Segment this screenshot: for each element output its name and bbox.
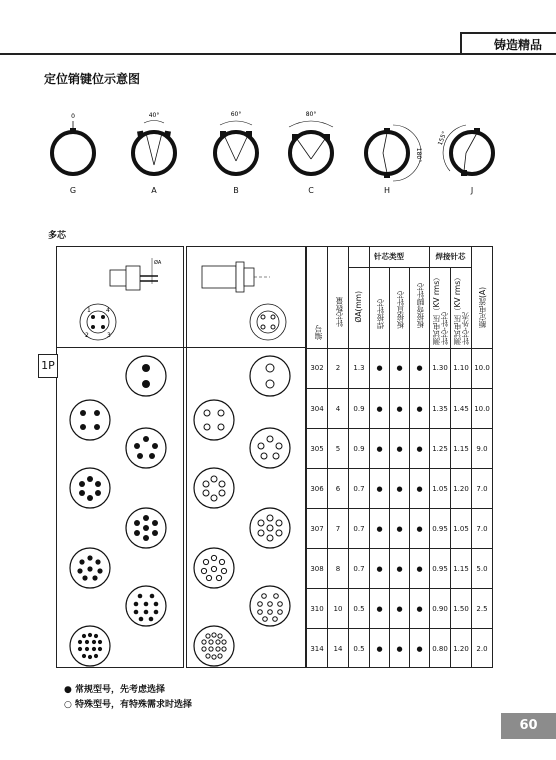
table-cell-count: 5 <box>335 445 341 453</box>
key-angle-c: 80° <box>305 111 317 118</box>
header-solder: 焊接针芯 <box>435 252 466 261</box>
table-cell-v1: 1.35 <box>432 405 448 413</box>
plug-face-304 <box>70 400 110 440</box>
plug-face-310 <box>126 586 166 626</box>
table-cell-current: 10.0 <box>474 405 490 413</box>
spec-table <box>306 246 493 668</box>
section-title: 定位销键位示意图 <box>44 72 141 86</box>
key-diagram-c <box>289 111 333 174</box>
series-tag: 1P <box>38 354 58 378</box>
connector-faces <box>56 348 306 668</box>
table-cell-dia: 1.3 <box>353 364 365 372</box>
header-code: 编号 <box>314 325 323 340</box>
table-cell-t1: ● <box>376 565 383 573</box>
pin-number-4: 4 <box>106 307 110 314</box>
table-cell-v2: 1.45 <box>453 405 469 413</box>
table-cell-code: 310 <box>310 605 324 613</box>
legend-filled-mark: ● <box>64 685 72 695</box>
table-cell-count: 6 <box>335 485 341 493</box>
table-cell-code: 302 <box>310 364 324 372</box>
table-cell-t2: ● <box>396 445 403 453</box>
table-cell-dia: 0.7 <box>353 485 365 493</box>
table-cell-t2: ● <box>396 485 403 493</box>
table-row <box>307 628 492 669</box>
table-cell-t2: ● <box>396 605 403 613</box>
table-cell-t1: ● <box>376 405 383 413</box>
key-angle-a: 40° <box>148 112 160 119</box>
header-type-bent: 板接弯脚针芯 <box>416 283 425 328</box>
pin-number-3: 3 <box>107 332 111 339</box>
table-cell-t1: ● <box>376 445 383 453</box>
table-cell-t3: ● <box>416 364 423 372</box>
table-cell-current: 7.0 <box>476 485 488 493</box>
table-cell-v2: 1.50 <box>453 605 469 613</box>
table-cell-t1: ● <box>376 525 383 533</box>
header-pin-type: 针芯类型 <box>374 252 404 261</box>
table-cell-code: 305 <box>310 445 324 453</box>
header-type-solder: 焊接针芯 <box>376 299 385 329</box>
table-cell-v1: 1.05 <box>432 485 448 493</box>
table-cell-count: 7 <box>335 525 341 533</box>
table-cell-dia: 0.9 <box>353 445 365 453</box>
table-cell-v2: 1.20 <box>453 485 469 493</box>
table-cell-code: 304 <box>310 405 324 413</box>
table-cell-v1: 0.90 <box>432 605 448 613</box>
table-row <box>307 348 492 388</box>
table-cell-v2: 1.05 <box>453 525 469 533</box>
table-cell-t2: ● <box>396 645 403 653</box>
table-cell-v1: 0.95 <box>432 525 448 533</box>
key-diagram-j <box>437 125 493 176</box>
page-number: 60 <box>501 713 556 739</box>
table-row <box>307 508 492 549</box>
legend-standard <box>64 682 165 695</box>
table-cell-t1: ● <box>376 364 383 372</box>
table-cell-current: 7.0 <box>476 525 488 533</box>
table-cell-t2: ● <box>396 565 403 573</box>
socket-face-310 <box>250 586 290 626</box>
table-cell-count: 4 <box>335 405 341 413</box>
header-current: 额定电流(A) <box>478 287 487 328</box>
key-diagram-h <box>366 125 422 181</box>
table-row <box>307 428 492 469</box>
plug-face-314 <box>70 626 110 666</box>
dim-label: ØA <box>154 260 162 266</box>
table-cell-v2: 1.10 <box>453 364 469 372</box>
key-label-j: J <box>470 186 474 195</box>
plug-face-302 <box>126 356 166 396</box>
key-label-c: C <box>308 186 314 195</box>
socket-drawing <box>190 252 304 342</box>
table-cell-code: 308 <box>310 565 324 573</box>
pin-number-1: 1 <box>87 307 91 314</box>
table-cell-v1: 1.25 <box>432 445 448 453</box>
key-diagrams <box>40 108 520 188</box>
header-voltage-shell: 测试电压（KV rms）针芯-外壳 <box>453 273 470 345</box>
header-type-straight: 板接直针芯 <box>396 291 405 329</box>
plug-face-305 <box>126 428 166 468</box>
table-cell-t1: ● <box>376 485 383 493</box>
table-cell-current: 2.0 <box>476 645 488 653</box>
table-cell-t3: ● <box>416 405 423 413</box>
socket-face-307 <box>250 508 290 548</box>
socket-face-305 <box>250 428 290 468</box>
table-cell-count: 14 <box>333 645 343 653</box>
table-cell-count: 2 <box>335 364 341 372</box>
table-cell-v1: 1.30 <box>432 364 448 372</box>
multi-core-label: 多芯 <box>48 231 67 241</box>
table-cell-current: 9.0 <box>476 445 488 453</box>
table-cell-current: 5.0 <box>476 565 488 573</box>
plug-drawing <box>64 252 180 342</box>
legend-special <box>64 697 192 710</box>
table-cell-current: 10.0 <box>474 364 490 372</box>
table-cell-t3: ● <box>416 485 423 493</box>
key-diagram-g <box>52 113 94 174</box>
table-cell-t2: ● <box>396 364 403 372</box>
table-cell-v2: 1.15 <box>453 565 469 573</box>
table-cell-count: 8 <box>335 565 341 573</box>
key-angle-g: 0 <box>71 113 75 120</box>
table-cell-code: 307 <box>310 525 324 533</box>
plug-face-307 <box>126 508 166 548</box>
socket-face-308 <box>194 548 234 588</box>
legend-open-text: 特殊型号，有特殊需求时选择 <box>75 700 193 710</box>
table-cell-code: 306 <box>310 485 324 493</box>
socket-face-314 <box>194 626 234 666</box>
table-row <box>307 588 492 629</box>
table-row <box>307 548 492 589</box>
table-cell-t2: ● <box>396 525 403 533</box>
table-row <box>307 468 492 509</box>
key-angle-h: 180° <box>415 147 422 163</box>
table-cell-current: 2.5 <box>476 605 488 613</box>
legend-open-mark: ○ <box>64 700 72 710</box>
table-cell-t3: ● <box>416 605 423 613</box>
table-cell-t3: ● <box>416 445 423 453</box>
table-cell-v2: 1.20 <box>453 645 469 653</box>
table-cell-t3: ● <box>416 525 423 533</box>
socket-face-304 <box>194 400 234 440</box>
table-cell-t3: ● <box>416 645 423 653</box>
key-label-g: G <box>69 186 77 195</box>
table-cell-v1: 0.95 <box>432 565 448 573</box>
table-cell-dia: 0.5 <box>353 605 365 613</box>
header-title: 铸造精品 <box>493 38 542 52</box>
legend-filled-text: 常规型号，先考虑选择 <box>75 685 166 695</box>
table-cell-v1: 0.80 <box>432 645 448 653</box>
header-dia: ØA(mm) <box>354 291 363 323</box>
table-row <box>307 388 492 429</box>
key-label-a: A <box>151 186 157 195</box>
table-cell-t3: ● <box>416 565 423 573</box>
socket-face-306 <box>194 468 234 508</box>
key-diagram-a <box>133 112 175 174</box>
key-label-h: H <box>383 186 390 195</box>
table-cell-dia: 0.9 <box>353 405 365 413</box>
plug-face-308 <box>70 548 110 588</box>
key-label-b: B <box>233 186 239 195</box>
plug-face-306 <box>70 468 110 508</box>
socket-face-302 <box>250 356 290 396</box>
pin-number-2: 2 <box>85 332 89 339</box>
header-count: 针芯数量 <box>335 297 344 327</box>
table-cell-code: 314 <box>310 645 324 653</box>
key-diagram-b <box>215 111 257 174</box>
table-cell-dia: 0.5 <box>353 645 365 653</box>
table-cell-dia: 0.7 <box>353 525 365 533</box>
key-angle-j: 155° <box>436 130 449 147</box>
table-cell-v2: 1.15 <box>453 445 469 453</box>
table-cell-t1: ● <box>376 605 383 613</box>
table-cell-t1: ● <box>376 645 383 653</box>
table-cell-t2: ● <box>396 405 403 413</box>
table-cell-count: 10 <box>333 605 343 613</box>
table-cell-dia: 0.7 <box>353 565 365 573</box>
header-voltage-pin: 测试电压（KV rms）针芯-针芯 <box>432 273 449 345</box>
key-angle-b: 60° <box>230 111 242 118</box>
header-rule <box>0 53 556 55</box>
